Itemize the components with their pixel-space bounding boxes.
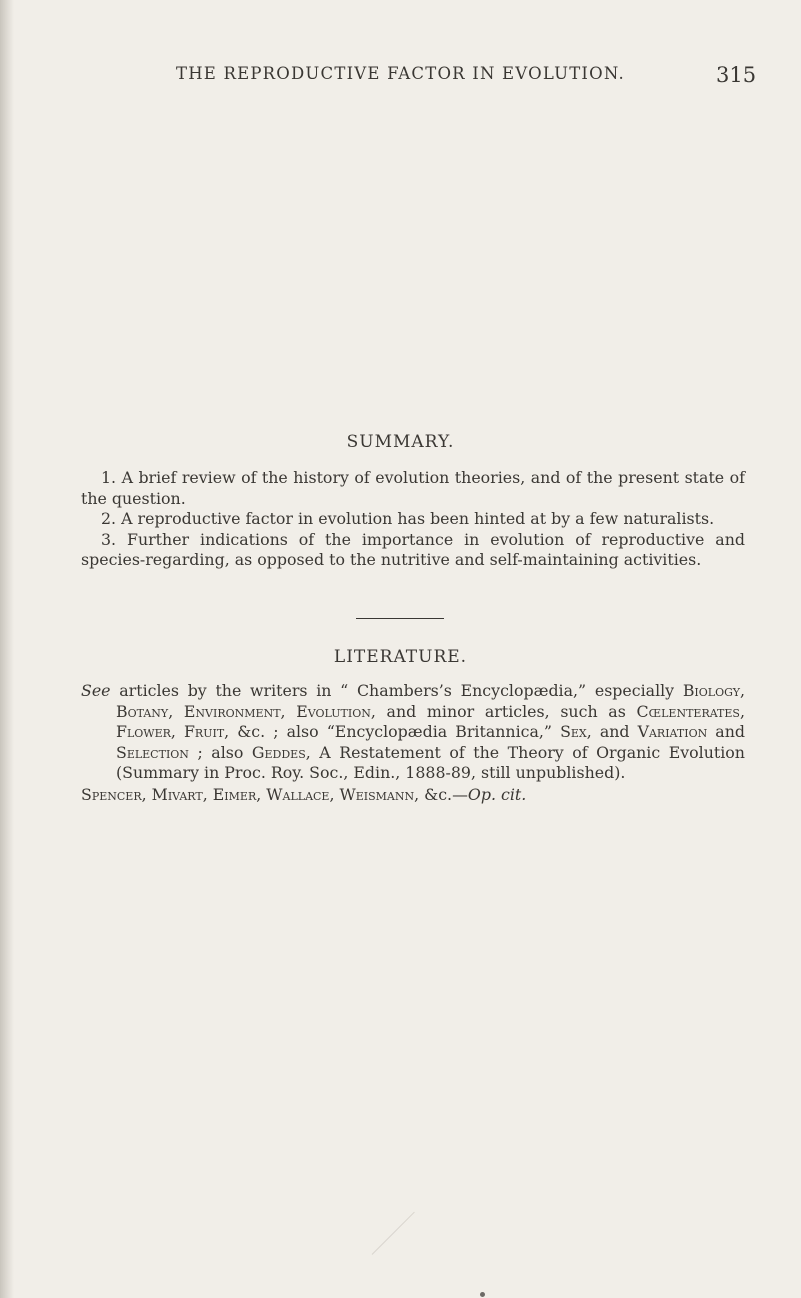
summary-item-number: 1. [101, 468, 117, 487]
entry-text: A Restatement of the Theory of Organic Evolution (Summary in Proc. Roy. Soc., Edin., 1888-89, still unpublished). [116, 742, 745, 783]
literature-entry-1 [81, 681, 745, 784]
article-name: Sex, [560, 722, 592, 742]
literature-entry-2 [81, 785, 745, 806]
running-title: THE REPRODUCTIVE FACTOR IN EVOLUTION. [176, 64, 625, 83]
entry-text: &c.— [419, 785, 468, 804]
entry-text: also [202, 742, 252, 762]
article-name: Selection ; [116, 742, 203, 762]
summary-heading: SUMMARY. [346, 432, 455, 452]
summary-item-text: Further indications of the importance in evolution of reproductive and species-regarding, as opposed to the nutritive and self-maintaining activities. [81, 529, 745, 570]
entry-text: articles by the writers in “ Chambers’s Encyclopædia,” especially [110, 681, 683, 700]
op-cit: Op. cit. [467, 785, 527, 804]
article-names: Biology, Botany, Environment, Evolution, [116, 681, 745, 721]
article-name: Variation [637, 722, 708, 742]
paper-mark [372, 1212, 415, 1255]
ink-dot [480, 1292, 485, 1297]
page-number: 315 [716, 63, 757, 87]
section-divider [356, 618, 444, 619]
author-name: Geddes, [251, 742, 311, 762]
page-header [0, 64, 801, 94]
entry-text: and [707, 722, 745, 742]
summary-item-text: A reproductive factor in evolution has been hinted at by a few naturalists. [121, 509, 715, 529]
summary-item-text: A brief review of the history of evolution theories, and of the present state of the question. [81, 468, 745, 508]
summary-item-2 [81, 509, 745, 530]
entry-text: &c. ; also “Encyclopædia Britannica,” [229, 722, 561, 742]
author-names: Spencer, Mivart, Eimer, Wallace, Weismann, [81, 785, 420, 804]
see-reference: See [81, 681, 111, 700]
summary-item-1 [81, 468, 745, 509]
entry-text: and [591, 722, 638, 742]
article-names: Cœlenterates, Flower, Fruit, [116, 701, 745, 742]
summary-item-number: 3. [101, 529, 117, 549]
entry-text: and minor articles, such as [375, 701, 637, 721]
summary-item-3 [81, 530, 745, 571]
summary-item-number: 2. [101, 509, 117, 529]
summary-list [81, 468, 745, 571]
literature-heading: LITERATURE. [333, 647, 468, 667]
